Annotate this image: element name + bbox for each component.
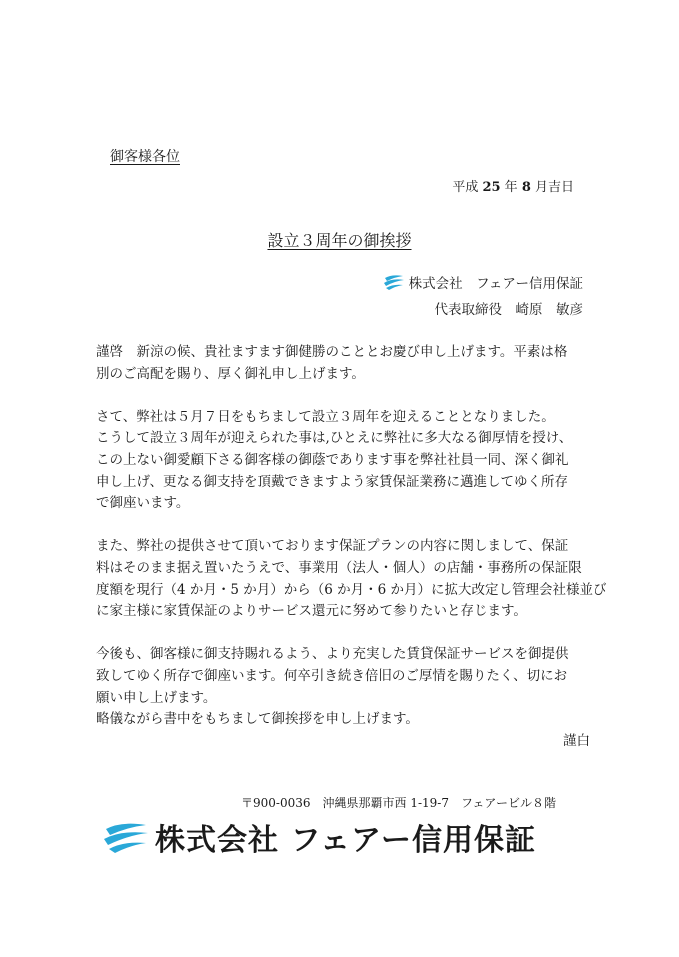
footer-address: 〒900-0036 沖縄県那覇市西 1-19-7 フェアービル８階 — [241, 796, 557, 810]
footer-wave-logo-icon — [103, 820, 149, 854]
paragraph-greeting: 謹啓 新涼の候、貴社ますます御健勝のこととお慶び申し上げます。平素は格 別のご高配を賜り、厚く御礼申し上げます。 — [96, 344, 568, 382]
sender-representative: 代表取締役 崎原 敏彦 — [434, 302, 583, 318]
closing-word: 謹白 — [563, 732, 590, 749]
addressee: 御客様各位 — [110, 149, 180, 165]
footer-company-name: 株式会社 フェアー信用保証 — [155, 823, 537, 858]
footer-brand — [103, 815, 536, 859]
paragraph-guarantee-plan: また、弊社の提供させて頂いております保証プランの内容に関しまして、保証 料はそのまま据え置いたうえで、事業用（法人・個人）の店舗・事務所の保証限 度額を現行（4 か月・5 か月）から（6 か月・6 か月）に拡大改定し管理会社様並び に家主様に家賃保証のよりサービス還元に努めて参りたいと存じます。 — [96, 538, 607, 620]
paragraph-anniversary: さて、弊社は５月７日をもちまして設立３周年を迎えることとなりました。 こうして設立３周年が迎えられた事は,ひとえに弊社に多大なる御厚情を授け、 この上ない御愛顧下さる御客様の御蔭であります事を弊社社員一同、深く御礼 申し上げ、更なる御支持を頂戴できますよう家賃保証業務に邁進してゆく所存 で御座います。 — [96, 408, 573, 512]
paragraph-closing-remarks: 今後も、御客様に御支持賜れるよう、より充実した賃貸保証サービスを御提供 致してゆく所存で御座います。何卒引き続き倍旧のご厚情を賜りたく、切にお 願い申し上げます。 略儀ながら書中をもちまして御挨拶を申し上げます。 — [96, 646, 569, 728]
letter-date: 平成 25 年 8 月吉日 — [452, 180, 574, 195]
wave-logo-icon — [383, 273, 405, 291]
letter-title: 設立３周年の御挨拶 — [267, 231, 412, 250]
letter-body — [96, 342, 607, 752]
sender-company-name: 株式会社 フェアー信用保証 — [408, 276, 583, 292]
sender-company — [383, 272, 583, 292]
